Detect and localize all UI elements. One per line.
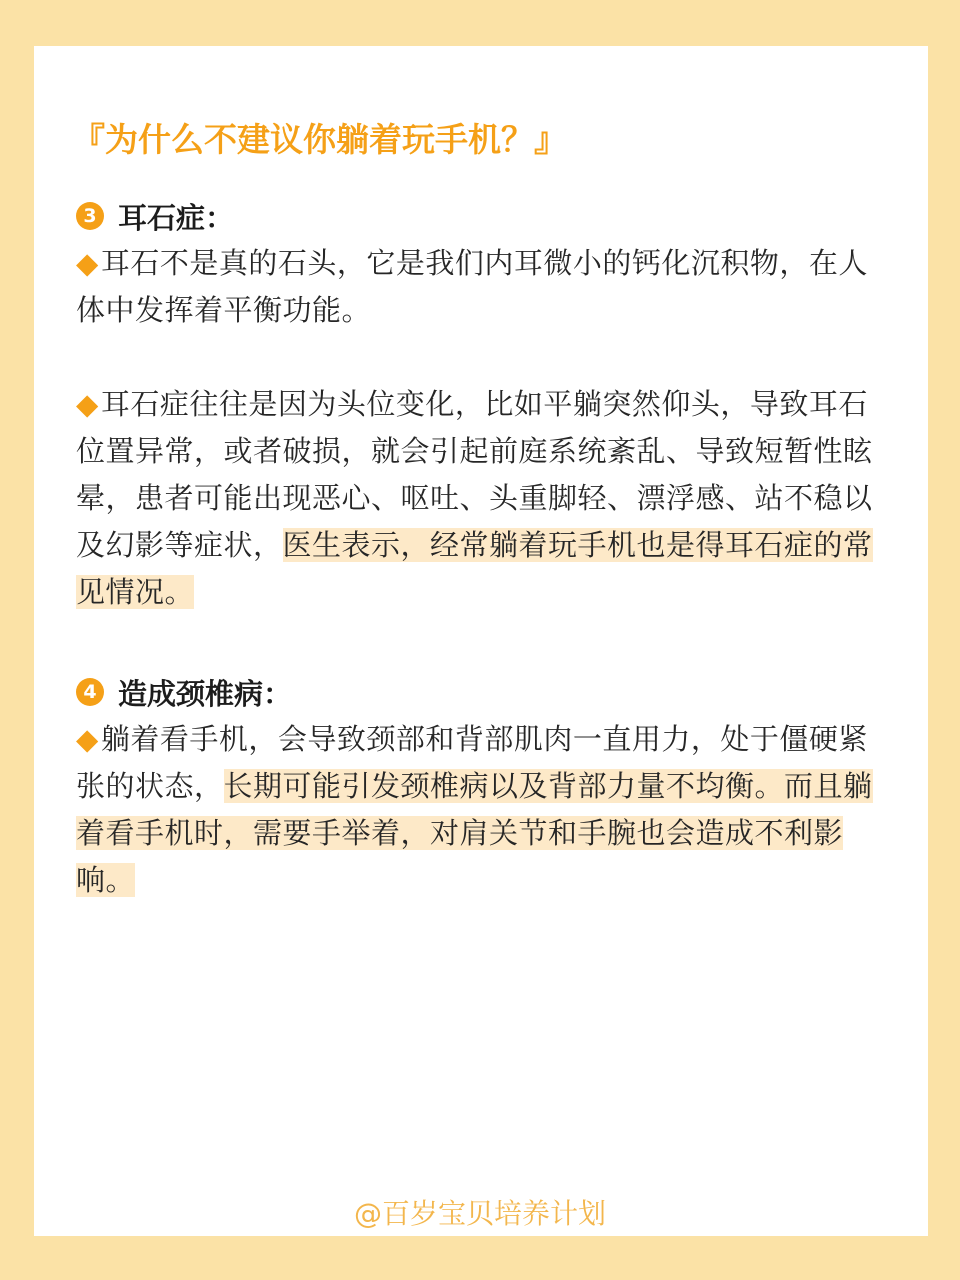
section-heading [76,192,892,240]
number-4-icon: 4 [76,678,104,706]
diamond-bullet-icon: ◆ [76,722,99,756]
section-heading [76,668,892,716]
page-title: 『为什么不建议你躺着玩手机？』 [72,120,567,159]
diamond-bullet-icon: ◆ [76,246,99,280]
section-cervical-spondylosis [76,668,892,904]
section-heading-text: 造成颈椎病： [118,676,293,711]
diamond-bullet-icon: ◆ [76,387,99,421]
paragraph [76,240,892,334]
paragraph [76,381,892,616]
number-3-icon: 3 [76,202,104,230]
section-otolithiasis [76,192,892,616]
highlighted-text: 长期可能引发颈椎病以及背部力量不均衡。而且躺着看手机时，需要手举着，对肩关节和手腕也会造成不利影响。 [76,769,873,897]
paragraph [76,716,892,904]
paragraph-text: 耳石不是真的石头，它是我们内耳微小的钙化沉积物，在人体中发挥着平衡功能。 [76,246,868,327]
highlighted-text: 医生表示，经常躺着玩手机也是得耳石症的常见情况。 [76,528,873,609]
paragraph-text: 耳石症往往是因为头位变化，比如平躺突然仰头，导致耳石位置异常，或者破损，就会引起前庭系统紊乱、导致短暂性眩晕，患者可能出现恶心、呕吐、头重脚轻、漂浮感、站不稳以及幻影等症状， [76,387,873,562]
section-heading-text: 耳石症： [118,200,235,235]
author-watermark: @百岁宝贝培养计划 [353,1197,606,1230]
paragraph-text: 躺着看手机，会导致颈部和背部肌肉一直用力，处于僵硬紧张的状态， [76,722,868,803]
